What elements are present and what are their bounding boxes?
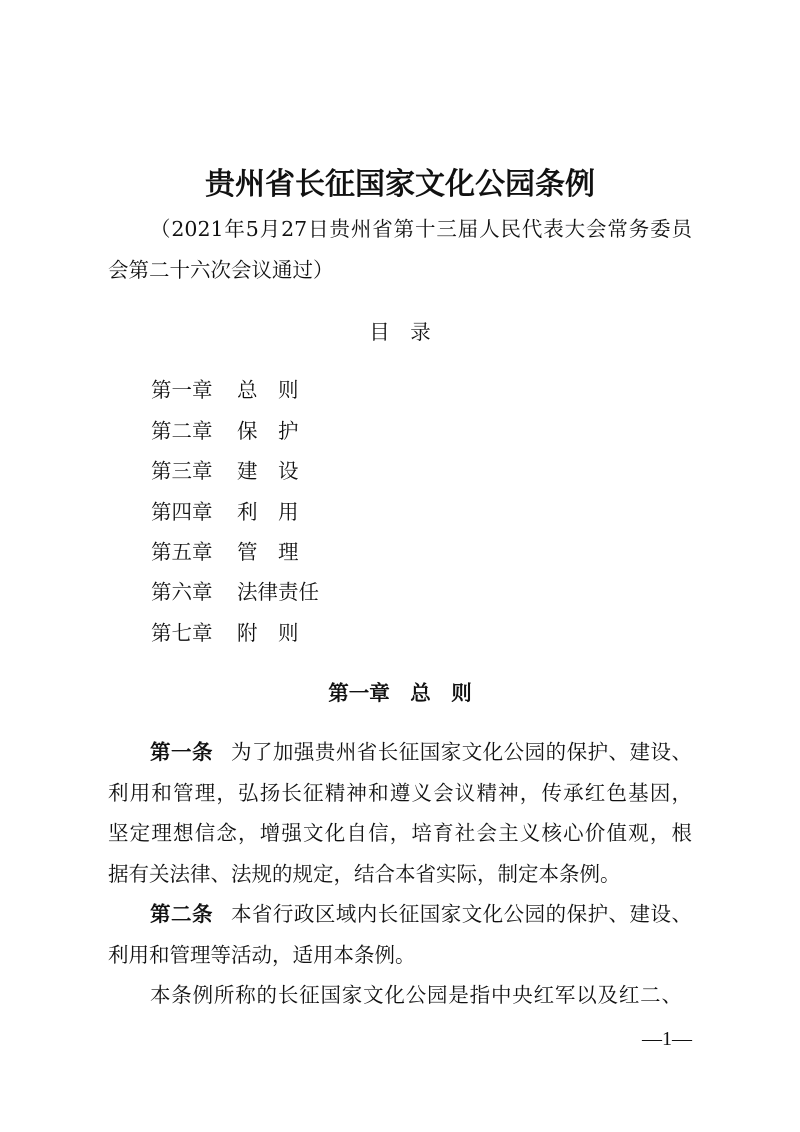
chapter-heading: 第一章 总 则 (328, 681, 472, 705)
article-line: 坚定理想信念，增强文化自信，培育社会主义核心价值观，根 (108, 821, 692, 845)
article-line (150, 901, 692, 927)
article-line: 利用和管理，弘扬长征精神和遵义会议精神，传承红色基因， (108, 781, 692, 805)
toc-chapter-name: 管 理 (237, 540, 299, 564)
document-title: 贵州省长征国家文化公园条例 (205, 167, 595, 202)
article-text: 为了加强贵州省长征国家文化公园的保护、建设、 (230, 740, 692, 764)
toc-chapter-number: 第一章 (151, 378, 213, 402)
toc-item[interactable] (151, 377, 299, 403)
article-line (150, 739, 692, 765)
article-line: 本条例所称的长征国家文化公园是指中央红军以及红二、 (150, 983, 682, 1007)
toc-item[interactable] (151, 499, 299, 525)
toc-chapter-name: 总 则 (237, 378, 299, 402)
toc-heading: 目 录 (369, 320, 431, 344)
article-line: 据有关法律、法规的规定，结合本省实际，制定本条例。 (108, 862, 621, 886)
subtitle-line: 会第二十六次会议通过） (108, 258, 334, 282)
subtitle-line: （2021年5月27日贵州省第十三届人民代表大会常务委员 (150, 217, 692, 241)
toc-chapter-name: 利 用 (237, 500, 299, 524)
toc-item[interactable] (151, 458, 299, 484)
toc-chapter-name: 附 则 (237, 621, 299, 645)
toc-chapter-number: 第四章 (151, 500, 213, 524)
toc-chapter-name: 法律责任 (237, 580, 319, 604)
toc-item[interactable] (151, 579, 319, 605)
toc-item[interactable] (151, 539, 299, 565)
toc-chapter-name: 建 设 (237, 459, 299, 483)
toc-chapter-number: 第五章 (151, 540, 213, 564)
toc-chapter-number: 第三章 (151, 459, 213, 483)
toc-chapter-number: 第二章 (151, 419, 213, 443)
article-label: 第一条 (150, 740, 213, 764)
toc-chapter-number: 第七章 (151, 621, 213, 645)
article-line: 利用和管理等活动，适用本条例。 (108, 943, 416, 967)
toc-item[interactable] (151, 620, 299, 646)
toc-item[interactable] (151, 418, 299, 444)
toc-chapter-number: 第六章 (151, 580, 213, 604)
toc-chapter-name: 保 护 (237, 419, 299, 443)
article-text: 本省行政区域内长征国家文化公园的保护、建设、 (230, 902, 692, 926)
article-label: 第二条 (150, 902, 213, 926)
page-number: —1— (642, 1028, 692, 1050)
